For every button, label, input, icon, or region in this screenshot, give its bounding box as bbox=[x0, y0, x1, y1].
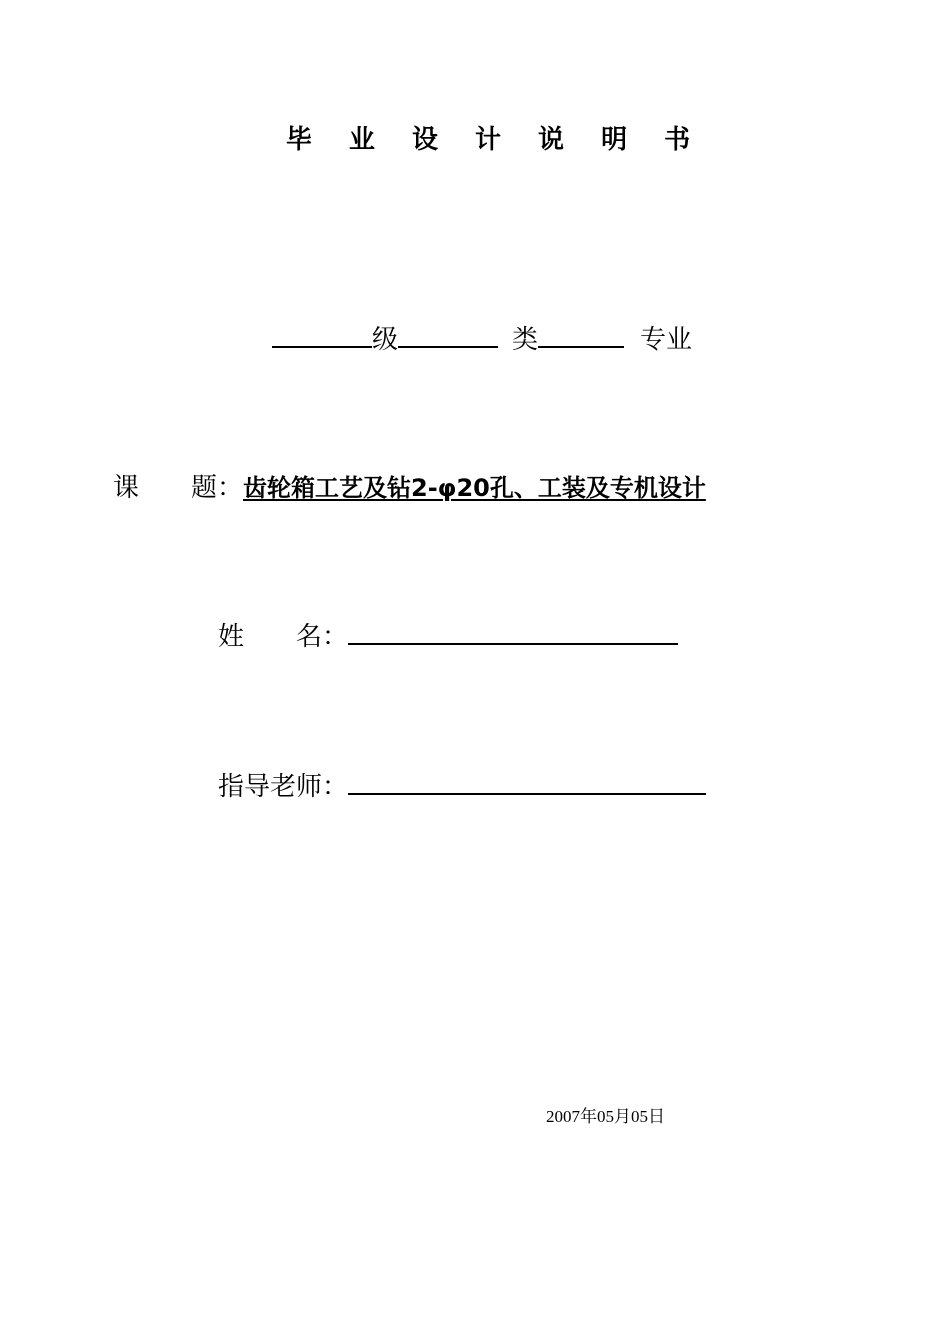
topic-value: 齿轮箱工艺及钻2-φ20孔、工装及专机设计 bbox=[243, 474, 706, 502]
major-blank bbox=[538, 320, 624, 348]
student-name-line bbox=[218, 617, 678, 655]
major-suffix: 专业 bbox=[640, 325, 693, 355]
advisor-blank bbox=[348, 767, 706, 795]
advisor-label: 指导老师： bbox=[218, 772, 349, 802]
student-name-blank bbox=[348, 617, 678, 645]
category-suffix: 类 bbox=[512, 325, 539, 355]
advisor-line bbox=[218, 767, 706, 805]
major-line bbox=[272, 320, 692, 358]
topic-label: 课 题： bbox=[113, 473, 244, 503]
document-date: 2007年05月05日 bbox=[546, 1107, 665, 1126]
grade-suffix: 级 bbox=[372, 325, 399, 355]
category-blank bbox=[398, 320, 498, 348]
grade-blank bbox=[272, 320, 372, 348]
topic-line bbox=[113, 470, 706, 506]
student-name-label: 姓 名： bbox=[218, 622, 349, 652]
document-title: 毕 业 设 计 说 明 书 bbox=[285, 125, 705, 155]
